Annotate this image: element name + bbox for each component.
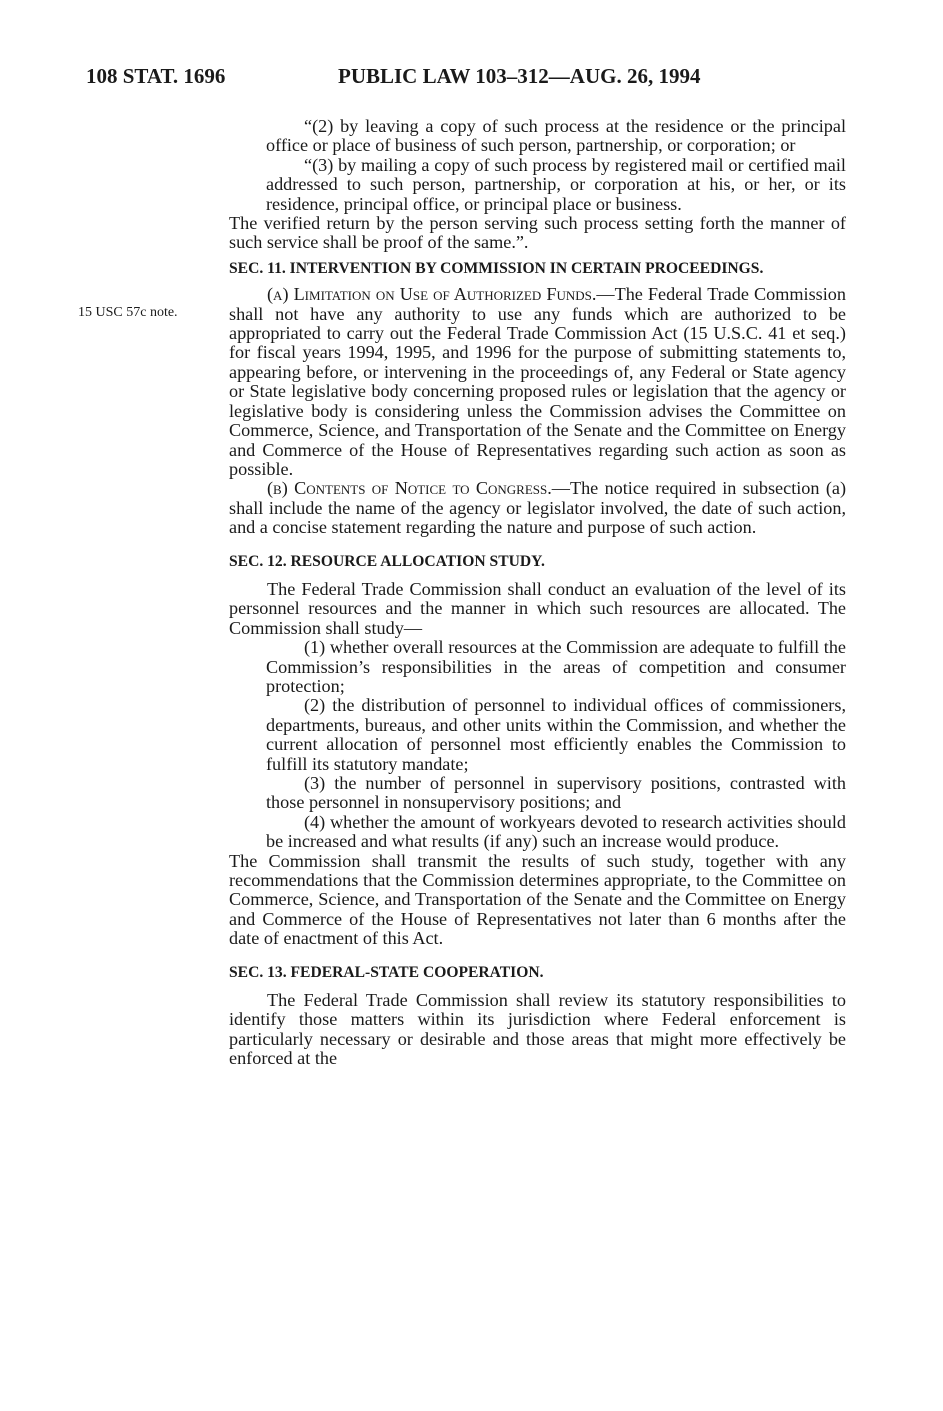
section-12-item-4: (4) whether the amount of workyears devoted to research activities should be increased and what results (if any) such an increase would produce. xyxy=(266,811,846,852)
section-11-a-text: —The Federal Trade Commission shall not have any authority to use any funds which are authorized to be appropriated to carry out the Federal Trade Commission Act (15 U.S.C. 41 et seq.) for fiscal years 1994, 1995, and 1996 for the purpose of submitting statements to, appearing before, or intervening in the proceedings of, any Federal or State agency or State legislative body concerning proposed rules or legislation that the agency or legislative body is considering unless the Commission advises the Committee on Commerce, Science, and Transportation of the Senate and the Committee on Energy and Commerce of the House of Representatives regarding such action as soon as possible. xyxy=(229,284,846,479)
section-13-heading: SEC. 13. FEDERAL-STATE COOPERATION. xyxy=(229,963,544,981)
section-12-item-2: (2) the distribution of personnel to individual offices of commissioners, departments, bureaus, and other units within the Commission, and whether the current allocation of personnel most efficiently enables the Commission to fulfill its statutory mandate; xyxy=(266,695,846,774)
statute-page-number: 108 STAT. 1696 xyxy=(86,64,226,88)
section-11-b-text: —The notice required in subsection (a) shall include the name of the agency or legislator involved, the date of such action, and a concise statement regarding the nature and purpose of such action. xyxy=(229,478,846,538)
section-11-a-label: (a) Limitation on Use of Authorized Funds. xyxy=(267,284,597,305)
paragraph-item-2: “(2) by leaving a copy of such process at the residence or the principal office or place of business of such person, partnership, or corporation; or xyxy=(266,116,846,156)
section-11-a xyxy=(229,285,846,479)
verified-return-paragraph: The verified return by the person serving such process setting forth the manner of such service shall be proof of the same.”. xyxy=(229,213,846,253)
section-12-item-3: (3) the number of personnel in supervisory positions, contrasted with those personnel in nonsupervisory positions; and xyxy=(266,773,846,813)
document-body xyxy=(229,117,846,1069)
section-12-heading: SEC. 12. RESOURCE ALLOCATION STUDY. xyxy=(229,552,545,570)
margin-citation-note: 15 USC 57c note. xyxy=(78,305,178,320)
section-12-intro: The Federal Trade Commission shall conduct an evaluation of the level of its personnel resources and the manner in which such resources are allocated. The Commission shall study— xyxy=(229,578,846,638)
section-13-text: The Federal Trade Commission shall review its statutory responsibilities to identify those matters within its jurisdiction where Federal enforcement is particularly necessary or desirable and those areas that might more effectively be enforced at the xyxy=(229,990,846,1069)
section-12-item-1: (1) whether overall resources at the Commission are adequate to fulfill the Commission’s responsibilities in the areas of competition and consumer protection; xyxy=(266,637,846,696)
page-header xyxy=(0,64,943,94)
section-11-b-label: (b) Contents of Notice to Congress. xyxy=(267,478,552,499)
public-law-title: PUBLIC LAW 103–312—AUG. 26, 1994 xyxy=(338,64,701,88)
section-11-b xyxy=(229,479,846,537)
section-11-heading: SEC. 11. INTERVENTION BY COMMISSION IN CERTAIN PROCEEDINGS. xyxy=(229,259,764,277)
section-12-closing: The Commission shall transmit the results of such study, together with any recommendations that the Commission determines appropriate, to the Committee on Commerce, Science, and Transportation of the Senate and the Committee on Energy and Commerce of the House of Representatives not later than 6 months after the date of enactment of this Act. xyxy=(229,850,846,949)
paragraph-item-3: “(3) by mailing a copy of such process by registered mail or certified mail addressed to such person, partnership, or corporation at his, or her, or its residence, principal office, or principal place or business. xyxy=(266,154,846,214)
